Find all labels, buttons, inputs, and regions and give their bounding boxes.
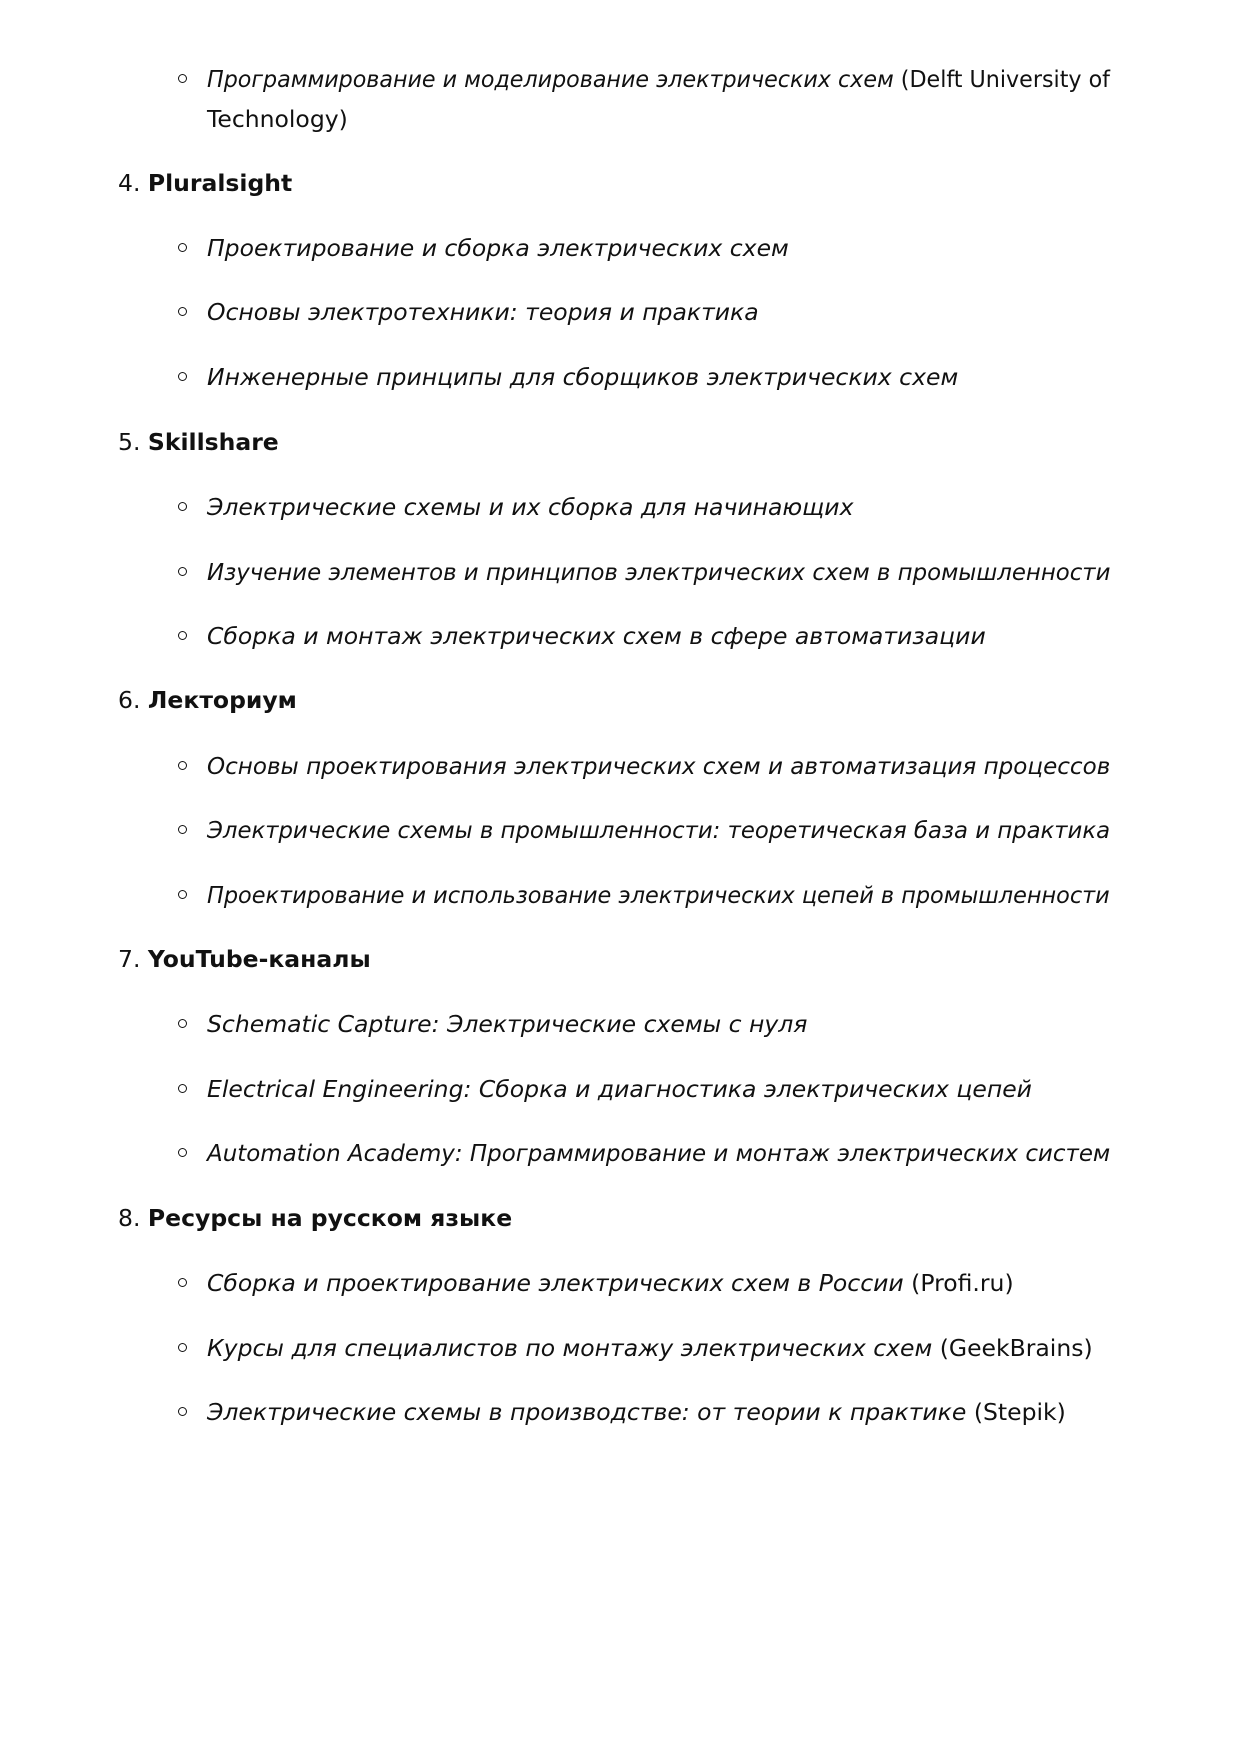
item-source: (GeekBrains) [939, 1334, 1093, 1362]
item-source-line2: Technology) [207, 105, 348, 133]
section-heading [118, 680, 297, 720]
item-title: Курсы для специалистов по монтажу электрических схем [207, 1334, 933, 1362]
section-heading [118, 1198, 512, 1238]
list-item [207, 1392, 1066, 1432]
bullet-icon [178, 1148, 187, 1157]
item-source: (Stepik) [973, 1398, 1066, 1426]
section-number: 8. [118, 1204, 141, 1232]
item-title: Электрические схемы и их сборка для начинающих [207, 493, 854, 521]
item-source: (Profi.ru) [911, 1269, 1014, 1297]
list-item [207, 1004, 807, 1044]
section-number: 4. [118, 169, 141, 197]
list-item [207, 875, 1110, 915]
section-title: Skillshare [147, 428, 279, 456]
list-item [207, 552, 1110, 592]
section-title: YouTube-каналы [147, 945, 371, 973]
bullet-icon [178, 825, 187, 834]
item-title: Программирование и моделирование электрических схем [207, 65, 894, 93]
item-title: Сборка и монтаж электрических схем в сфере автоматизации [207, 622, 986, 650]
bullet-icon [178, 372, 187, 381]
bullet-icon [178, 1407, 187, 1416]
section-number: 7. [118, 945, 141, 973]
bullet-icon [178, 1084, 187, 1093]
item-title: Изучение элементов и принципов электрических схем в промышленности [207, 558, 1111, 586]
list-item [207, 228, 789, 268]
section-heading [118, 939, 371, 979]
list-item [207, 746, 1110, 786]
section-number: 5. [118, 428, 141, 456]
section-heading [118, 422, 279, 462]
item-title: Электрические схемы в производстве: от теории к практике [207, 1398, 967, 1426]
item-title: Schematic Capture: Электрические схемы с нуля [207, 1010, 808, 1038]
bullet-icon [178, 1278, 187, 1287]
section-title: Ресурсы на русском языке [147, 1204, 513, 1232]
item-title: Электрические схемы в промышленности: теоретическая база и практика [207, 816, 1111, 844]
item-title: Electrical Engineering: Сборка и диагностика электрических цепей [207, 1075, 1032, 1103]
bullet-icon [178, 761, 187, 770]
bullet-icon [178, 502, 187, 511]
list-item [207, 810, 1110, 850]
bullet-icon [178, 307, 187, 316]
list-item [207, 59, 1110, 99]
list-item [207, 487, 853, 527]
item-title: Automation Academy: Программирование и монтаж электрических систем [207, 1139, 1111, 1167]
list-item [207, 1328, 1093, 1368]
item-source-continued [207, 99, 348, 139]
bullet-icon [178, 890, 187, 899]
item-source: (Delft University of [900, 65, 1110, 93]
item-title: Основы электротехники: теория и практика [207, 298, 759, 326]
item-title: Проектирование и сборка электрических схем [207, 234, 789, 262]
list-item [207, 292, 759, 332]
item-title: Инженерные принципы для сборщиков электрических схем [207, 363, 959, 391]
bullet-icon [178, 243, 187, 252]
item-title: Основы проектирования электрических схем и автоматизация процессов [207, 752, 1111, 780]
section-heading [118, 163, 292, 203]
bullet-icon [178, 1019, 187, 1028]
item-title: Проектирование и использование электрических цепей в промышленности [207, 881, 1110, 909]
item-title: Сборка и проектирование электрических схем в России [207, 1269, 904, 1297]
section-title: Pluralsight [147, 169, 293, 197]
section-title: Лекториум [147, 686, 297, 714]
list-item [207, 1263, 1014, 1303]
bullet-icon [178, 74, 187, 83]
bullet-icon [178, 567, 187, 576]
bullet-icon [178, 1343, 187, 1352]
list-item [207, 616, 986, 656]
list-item [207, 1069, 1032, 1109]
list-item [207, 357, 958, 397]
list-item [207, 1133, 1110, 1173]
bullet-icon [178, 631, 187, 640]
section-number: 6. [118, 686, 141, 714]
